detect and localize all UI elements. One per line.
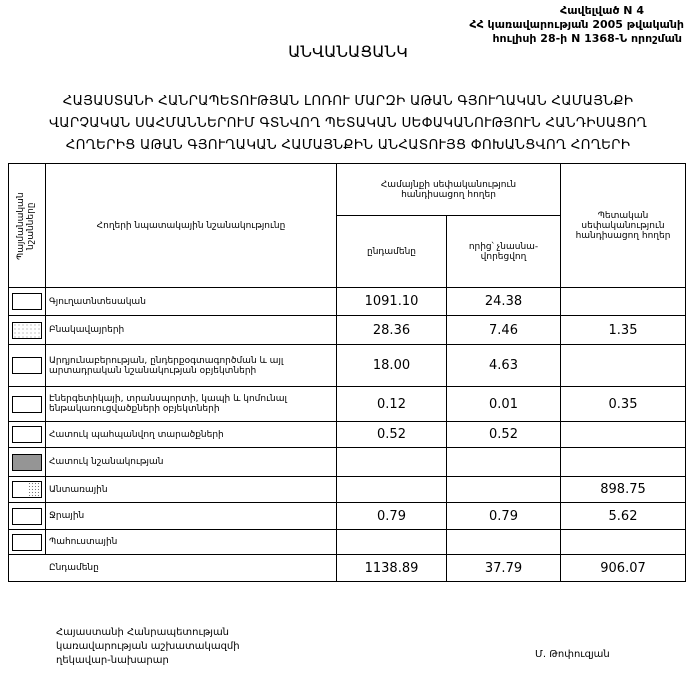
total-cell xyxy=(337,530,447,555)
purpose-cell: Էներգետիկայի, տրանսպորտի, կապի և կոմունալ ենթակառուցվածքների օբյեկտների xyxy=(46,387,337,422)
table-row xyxy=(9,345,686,387)
annex-decree: ՀՀ կառավարության 2005 թվականի xyxy=(469,18,684,31)
footer-line: Հայաստանի Հանրապետության xyxy=(56,627,230,638)
state-cell: 898.75 xyxy=(561,477,686,503)
signer-name: Մ. Թոփուզյան xyxy=(535,649,610,660)
land-table xyxy=(8,163,686,582)
state-cell xyxy=(561,448,686,477)
total-cell: 28.36 xyxy=(337,316,447,345)
table-row xyxy=(9,422,686,448)
of-which-cell: 0.01 xyxy=(447,387,561,422)
of-which-cell xyxy=(447,448,561,477)
annex-header xyxy=(469,4,684,46)
footer-position xyxy=(56,626,240,668)
sum-label: Ընդամենը xyxy=(9,555,337,582)
state-cell xyxy=(561,288,686,316)
legend-swatch-icon xyxy=(12,357,42,374)
purpose-cell: Բնակավայրերի xyxy=(46,316,337,345)
table-row xyxy=(9,448,686,477)
sum-of-which: 37.79 xyxy=(447,555,561,582)
of-which-cell: 24.38 xyxy=(447,288,561,316)
header-symbols-text: Պայմանական նշանները xyxy=(16,191,36,260)
sum-total: 1138.89 xyxy=(337,555,447,582)
header-community: Համայնքի սեփականություն հանդիսացող հողեր xyxy=(337,164,561,216)
of-which-cell: 7.46 xyxy=(447,316,561,345)
symbol-cell xyxy=(9,503,46,530)
footer-line: կառավարության աշխատակազմի xyxy=(56,641,240,652)
symbol-cell xyxy=(9,477,46,503)
total-cell: 0.52 xyxy=(337,422,447,448)
purpose-cell: Պահուստային xyxy=(46,530,337,555)
purpose-cell: Արդյունաբերության, ընդերքօգտագործման և այլ արտադրական նշանակության օբյեկտների xyxy=(46,345,337,387)
state-cell: 5.62 xyxy=(561,503,686,530)
purpose-cell: Անտառային xyxy=(46,477,337,503)
document-subtitle xyxy=(0,90,696,156)
of-which-cell xyxy=(447,477,561,503)
state-cell xyxy=(561,530,686,555)
header-symbols xyxy=(9,164,46,288)
symbol-cell xyxy=(9,288,46,316)
table-row xyxy=(9,316,686,345)
purpose-cell: Հատուկ պահպանվող տարածքների xyxy=(46,422,337,448)
symbol-cell xyxy=(9,422,46,448)
table-row xyxy=(9,387,686,422)
table-row xyxy=(9,530,686,555)
table-row xyxy=(9,477,686,503)
annex-date: հուլիսի 28-ի N 1368-Ն որոշման xyxy=(492,32,682,45)
table-row xyxy=(9,288,686,316)
total-cell: 0.12 xyxy=(337,387,447,422)
table-row-sum xyxy=(9,555,686,582)
purpose-cell: Հատուկ նշանակության xyxy=(46,448,337,477)
total-cell xyxy=(337,477,447,503)
total-cell: 1091.10 xyxy=(337,288,447,316)
total-cell: 0.79 xyxy=(337,503,447,530)
legend-swatch-icon xyxy=(12,534,42,551)
purpose-cell: Գյուղատնտեսական xyxy=(46,288,337,316)
legend-swatch-icon xyxy=(12,426,42,443)
legend-swatch-icon xyxy=(12,322,42,339)
subtitle-line: ՀԱՅԱՍՏԱՆԻ ՀԱՆՐԱՊԵՏՈՒԹՅԱՆ ԼՈՌՈՒ ՄԱՐԶԻ ԱԹԱՆ ԳՅՈՒՂԱԿԱՆ ՀԱՄԱՅՆՔԻ xyxy=(62,93,634,109)
header-state: Պետական սեփականություն հանդիսացող հողեր xyxy=(561,164,686,288)
symbol-cell xyxy=(9,345,46,387)
symbol-cell xyxy=(9,448,46,477)
of-which-cell xyxy=(447,530,561,555)
state-cell: 1.35 xyxy=(561,316,686,345)
subtitle-line: ՎԱՐՉԱԿԱՆ ՍԱՀՄԱՆՆԵՐՈՒՄ ԳՏՆՎՈՂ ՊԵՏԱԿԱՆ ՍԵՓԱԿԱՆՈՒԹՅՈՒՆ ՀԱՆԴԻՍԱՑՈՂ xyxy=(48,115,648,131)
symbol-cell xyxy=(9,530,46,555)
of-which-cell: 4.63 xyxy=(447,345,561,387)
symbol-cell xyxy=(9,387,46,422)
document-title: ԱՆՎԱՆԱՑԱՆԿ xyxy=(288,42,408,61)
legend-swatch-icon xyxy=(12,508,42,525)
total-cell: 18.00 xyxy=(337,345,447,387)
header-purpose: Հողերի նպատակային նշանակությունը xyxy=(46,164,337,288)
header-of-which: որից՝ չնասնա-վորեցվող xyxy=(447,216,561,288)
symbol-cell xyxy=(9,316,46,345)
legend-swatch-icon xyxy=(12,481,42,498)
of-which-cell: 0.52 xyxy=(447,422,561,448)
state-cell: 0.35 xyxy=(561,387,686,422)
state-cell xyxy=(561,345,686,387)
subtitle-line: ՀՈՂԵՐԻՑ ԱԹԱՆ ԳՅՈՒՂԱԿԱՆ ՀԱՄԱՅՆՔԻՆ ԱՆՀԱՏՈՒՅՑ ՓՈԽԱՆՑՎՈՂ ՀՈՂԵՐԻ xyxy=(65,137,631,153)
table-row xyxy=(9,503,686,530)
sum-state: 906.07 xyxy=(561,555,686,582)
of-which-cell: 0.79 xyxy=(447,503,561,530)
purpose-cell: Ջրային xyxy=(46,503,337,530)
state-cell xyxy=(561,422,686,448)
header-total: ընդամենը xyxy=(337,216,447,288)
footer-line: ղեկավար-նախարար xyxy=(56,655,169,666)
legend-swatch-icon xyxy=(12,396,42,413)
annex-number: Հավելված N 4 xyxy=(560,4,644,17)
legend-swatch-icon xyxy=(12,454,42,471)
legend-swatch-icon xyxy=(12,293,42,310)
total-cell xyxy=(337,448,447,477)
